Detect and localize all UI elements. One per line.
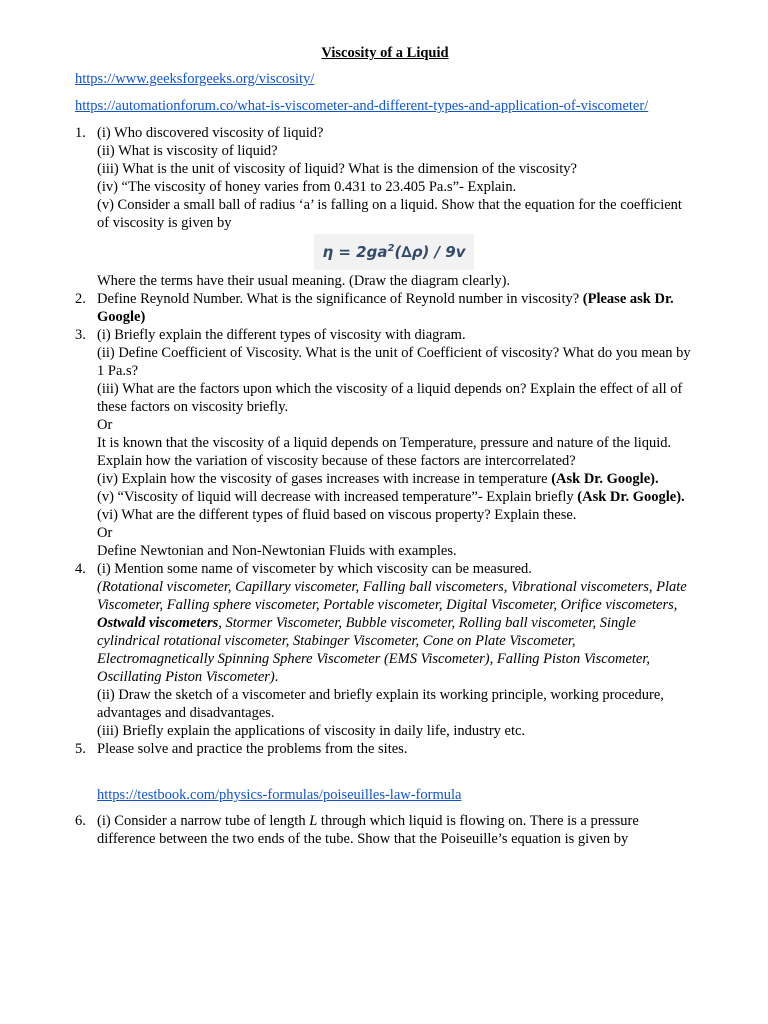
question-3	[75, 326, 695, 560]
q3-part-v: (v) “Viscosity of liquid will decrease with increased temperature”- Explain briefly (Ask Dr. Google).	[97, 489, 685, 505]
q3-part-i: (i) Briefly explain the different types of viscosity with diagram.	[97, 327, 466, 343]
question-number: 5.	[75, 741, 86, 757]
document-title: Viscosity of a Liquid	[321, 45, 449, 61]
q3-part-iv: (iv) Explain how the viscosity of gases increases with increase in temperature (Ask Dr. Google).	[97, 471, 659, 487]
q1-part-iv: (iv) “The viscosity of honey varies from 0.431 to 23.405 Pa.s”- Explain.	[97, 179, 517, 195]
q4-part-i: (i) Mention some name of viscometer by which viscosity can be measured.	[97, 561, 532, 577]
q2-text: Define Reynold Number. What is the significance of Reynold number in viscosity?	[97, 291, 580, 307]
spacer	[75, 758, 695, 786]
viscosity-formula: $\eta = 2ga^2(\Delta\rho) / 9v$	[314, 234, 474, 270]
q4-viscometer-list: (Rotational viscometer, Capillary viscometer, Falling ball viscometers, Vibrational viscometers, Plate Viscometer, Falling sphere viscometer, Portable viscometer, Digital Viscometer, Orifice viscometers, Ostwald viscometers, Stormer Viscometer, Bubble viscometer, Rolling ball viscometer, Single cylindrical rotational viscometer, Stabinger Viscometer, Cone on Plate Viscometer, Electromagnetically Spinning Sphere Viscometer (EMS Viscometer), Falling Piston Viscometer, Oscillating Piston Viscometer).	[97, 579, 687, 685]
question-4	[75, 560, 695, 740]
q1-formula-note: Where the terms have their usual meaning. (Draw the diagram clearly).	[97, 273, 511, 289]
question-1	[75, 124, 695, 290]
q1-part-v: (v) Consider a small ball of radius ‘a’ is falling on a liquid. Show that the equation for the coefficient of viscosity is given by	[97, 197, 682, 231]
question-2	[75, 290, 695, 326]
q3-part-ii: (ii) Define Coefficient of Viscosity. What is the unit of Coefficient of viscosity? What do you mean by 1 Pa.s?	[97, 345, 691, 379]
question-5	[75, 740, 695, 758]
link-geeksforgeeks[interactable]: https://www.geeksforgeeks.org/viscosity/	[75, 71, 315, 87]
q3-or-1: Or	[97, 417, 113, 433]
q3-or-2: Or	[97, 525, 113, 541]
question-list	[75, 124, 695, 758]
q1-part-i: (i) Who discovered viscosity of liquid?	[97, 125, 324, 141]
question-number: 4.	[75, 561, 86, 577]
question-number: 2.	[75, 291, 86, 307]
question-number: 6.	[75, 813, 86, 829]
q4-part-iii: (iii) Briefly explain the applications of viscosity in daily life, industry etc.	[97, 723, 526, 739]
q3-part-vi: (vi) What are the different types of fluid based on viscous property? Explain these.	[97, 507, 577, 523]
q1-part-ii: (ii) What is viscosity of liquid?	[97, 143, 278, 159]
q2-bold-note: (Please ask Dr. Google)	[97, 291, 674, 325]
q3-part-iii-alt: It is known that the viscosity of a liquid depends on Temperature, pressure and nature of the liquid. Explain how the variation of viscosity because of these factors are intercorrelated?	[97, 435, 672, 469]
question-number: 3.	[75, 327, 86, 343]
question-list-continued	[75, 812, 695, 848]
link-testbook[interactable]: https://testbook.com/physics-formulas/poiseuilles-law-formula	[97, 787, 462, 803]
document-page	[75, 44, 695, 848]
q6-text: (i) Consider a narrow tube of length L through which liquid is flowing on. There is a pressure difference between the two ends of the tube. Show that the Poiseuille’s equation is given by	[97, 813, 639, 847]
question-number: 1.	[75, 125, 86, 141]
q5-text: Please solve and practice the problems from the sites.	[97, 741, 408, 757]
q3-part-iii: (iii) What are the factors upon which the viscosity of a liquid depends on? Explain the effect of all of these factors on viscosity briefly.	[97, 381, 683, 415]
q1-part-iii: (iii) What is the unit of viscosity of liquid? What is the dimension of the viscosity?	[97, 161, 577, 177]
q3-part-vi-alt: Define Newtonian and Non-Newtonian Fluids with examples.	[97, 543, 457, 559]
q4-part-ii: (ii) Draw the sketch of a viscometer and briefly explain its working principle, working procedure, advantages and disadvantages.	[97, 687, 664, 721]
link-automationforum[interactable]: https://automationforum.co/what-is-viscometer-and-different-types-and-application-of-viscometer/	[75, 98, 649, 114]
question-6	[75, 812, 695, 848]
